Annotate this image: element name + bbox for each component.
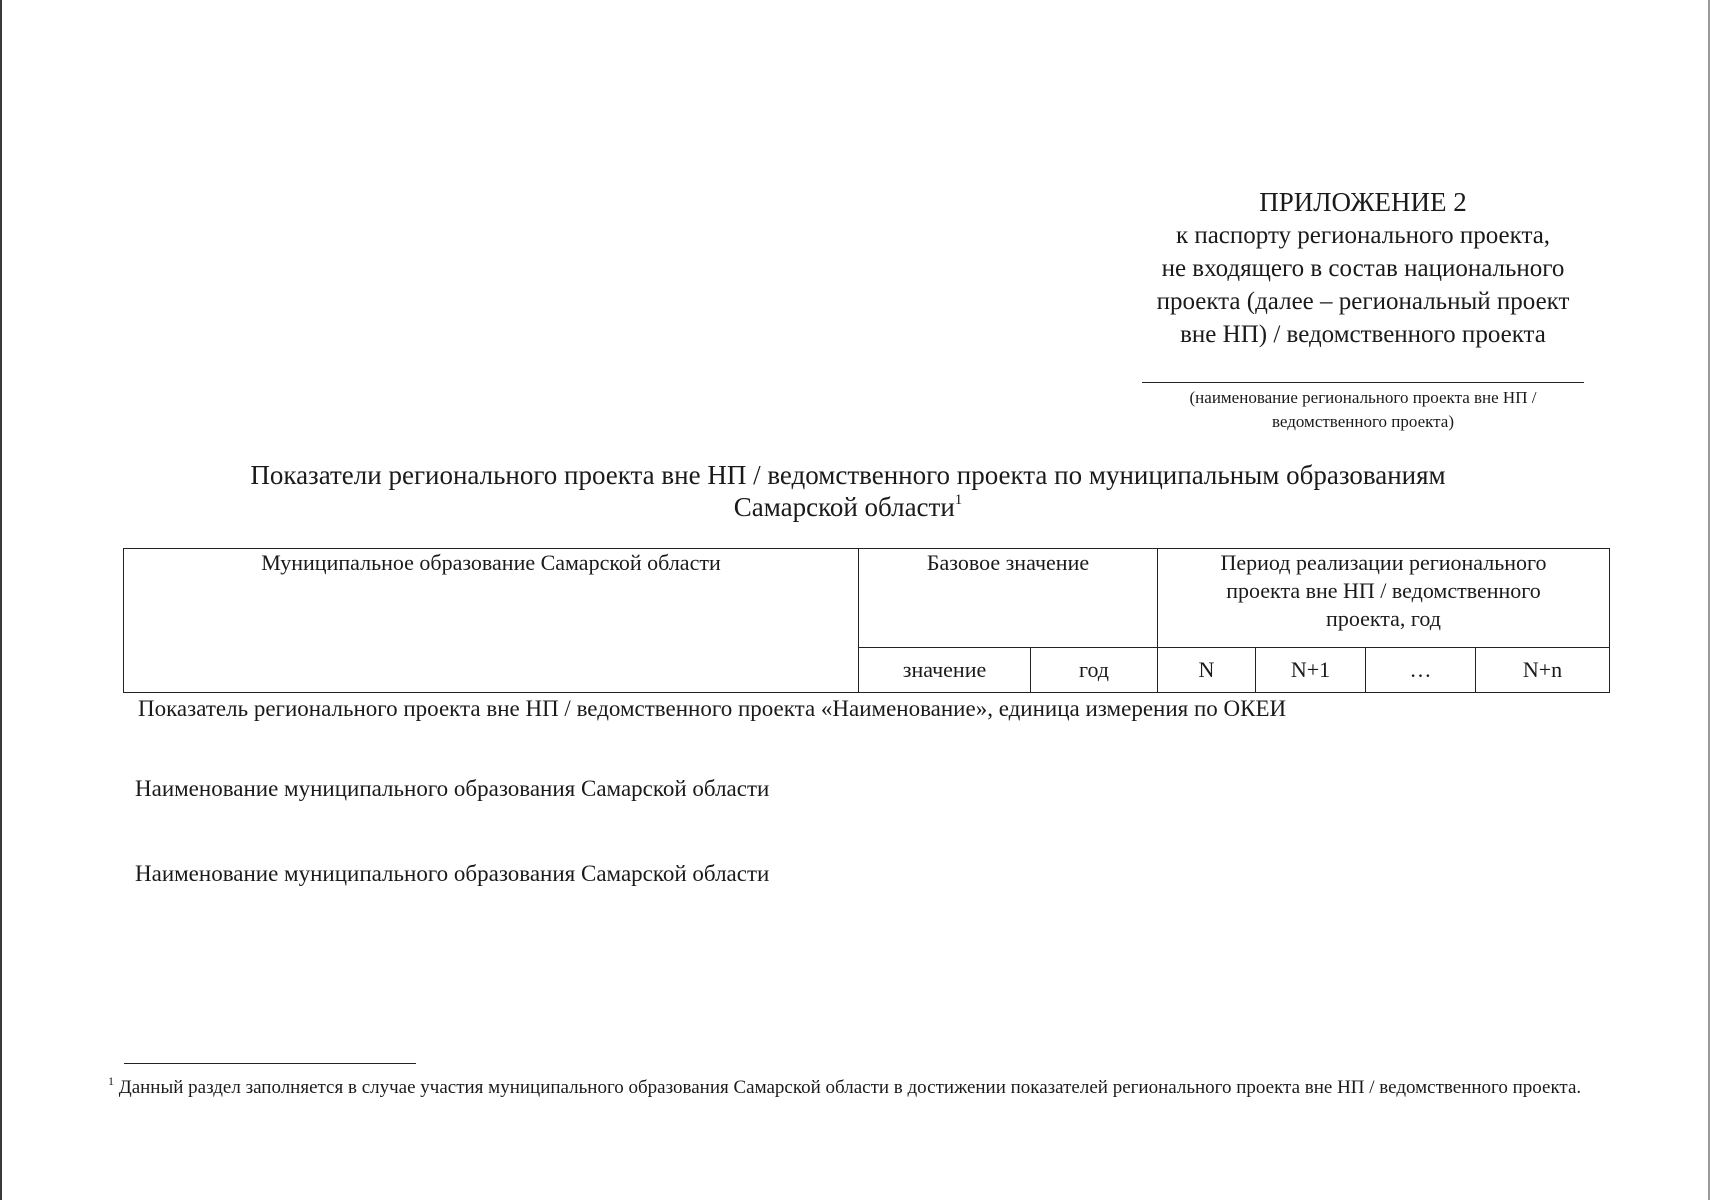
heading-line-1: Показатели регионального проекта вне НП / ведомственного проекта по муниципальным образованиям [250,460,1446,490]
indicator-name-line: Показатель регионального проекта вне НП / ведомственного проекта «Наименование», единица измерения по ОКЕИ [138,696,1287,721]
appendix-header [1120,186,1606,351]
project-name-caption-line-1: (наименование регионального проекта вне НП / [1189,388,1537,407]
subheader-year-n: N [1158,648,1256,693]
header-period-line-2: проекта вне НП / ведомственного [1226,578,1541,603]
header-base-value: Базовое значение [859,549,1158,648]
footnote-mark: 1 [108,1074,114,1088]
appendix-line-3: проекта (далее – региональный проект [1156,288,1570,315]
appendix-title: ПРИЛОЖЕНИЕ 2 [1259,187,1467,217]
appendix-line-2: не входящего в состав национального [1161,255,1565,282]
subheader-year-n-plus-n: N+n [1476,648,1610,693]
heading-line-2-text: Самарской области [733,492,955,522]
header-period-line-1: Период реализации регионального [1220,550,1547,575]
heading-line-2 [200,491,1496,523]
subheader-value: значение [859,648,1031,693]
project-name-caption [1142,386,1584,434]
appendix-line-1: к паспорту регионального проекта, [1175,222,1551,249]
footnote-separator [124,1063,416,1064]
heading-footnote-mark: 1 [954,492,963,508]
table-header-row [124,549,1610,648]
header-municipality: Муниципальное образование Самарской области [124,549,859,693]
header-period-line-3: проекта, год [1326,606,1441,631]
page-edge-left [0,0,2,1200]
project-name-blank-line [1142,382,1584,383]
subheader-year-n-plus-1: N+1 [1256,648,1366,693]
footnote [108,1074,1608,1101]
project-name-caption-line-2: ведомственного проекта) [1271,412,1454,431]
municipality-name-1: Наименование муниципального образования Самарской области [135,776,770,801]
header-period [1158,549,1610,648]
footnote-text: Данный раздел заполняется в случае участия муниципального образования Самарской области в достижении показателей регионального проекта вне НП / ведомственного проекта. [118,1077,1582,1098]
document-heading [200,459,1496,523]
subheader-year-ellipsis: … [1366,648,1476,693]
appendix-line-4: вне НП) / ведомственного проекта [1180,321,1546,348]
municipality-name-2: Наименование муниципального образования Самарской области [135,861,770,886]
subheader-year: год [1031,648,1158,693]
indicators-table [123,548,1610,693]
